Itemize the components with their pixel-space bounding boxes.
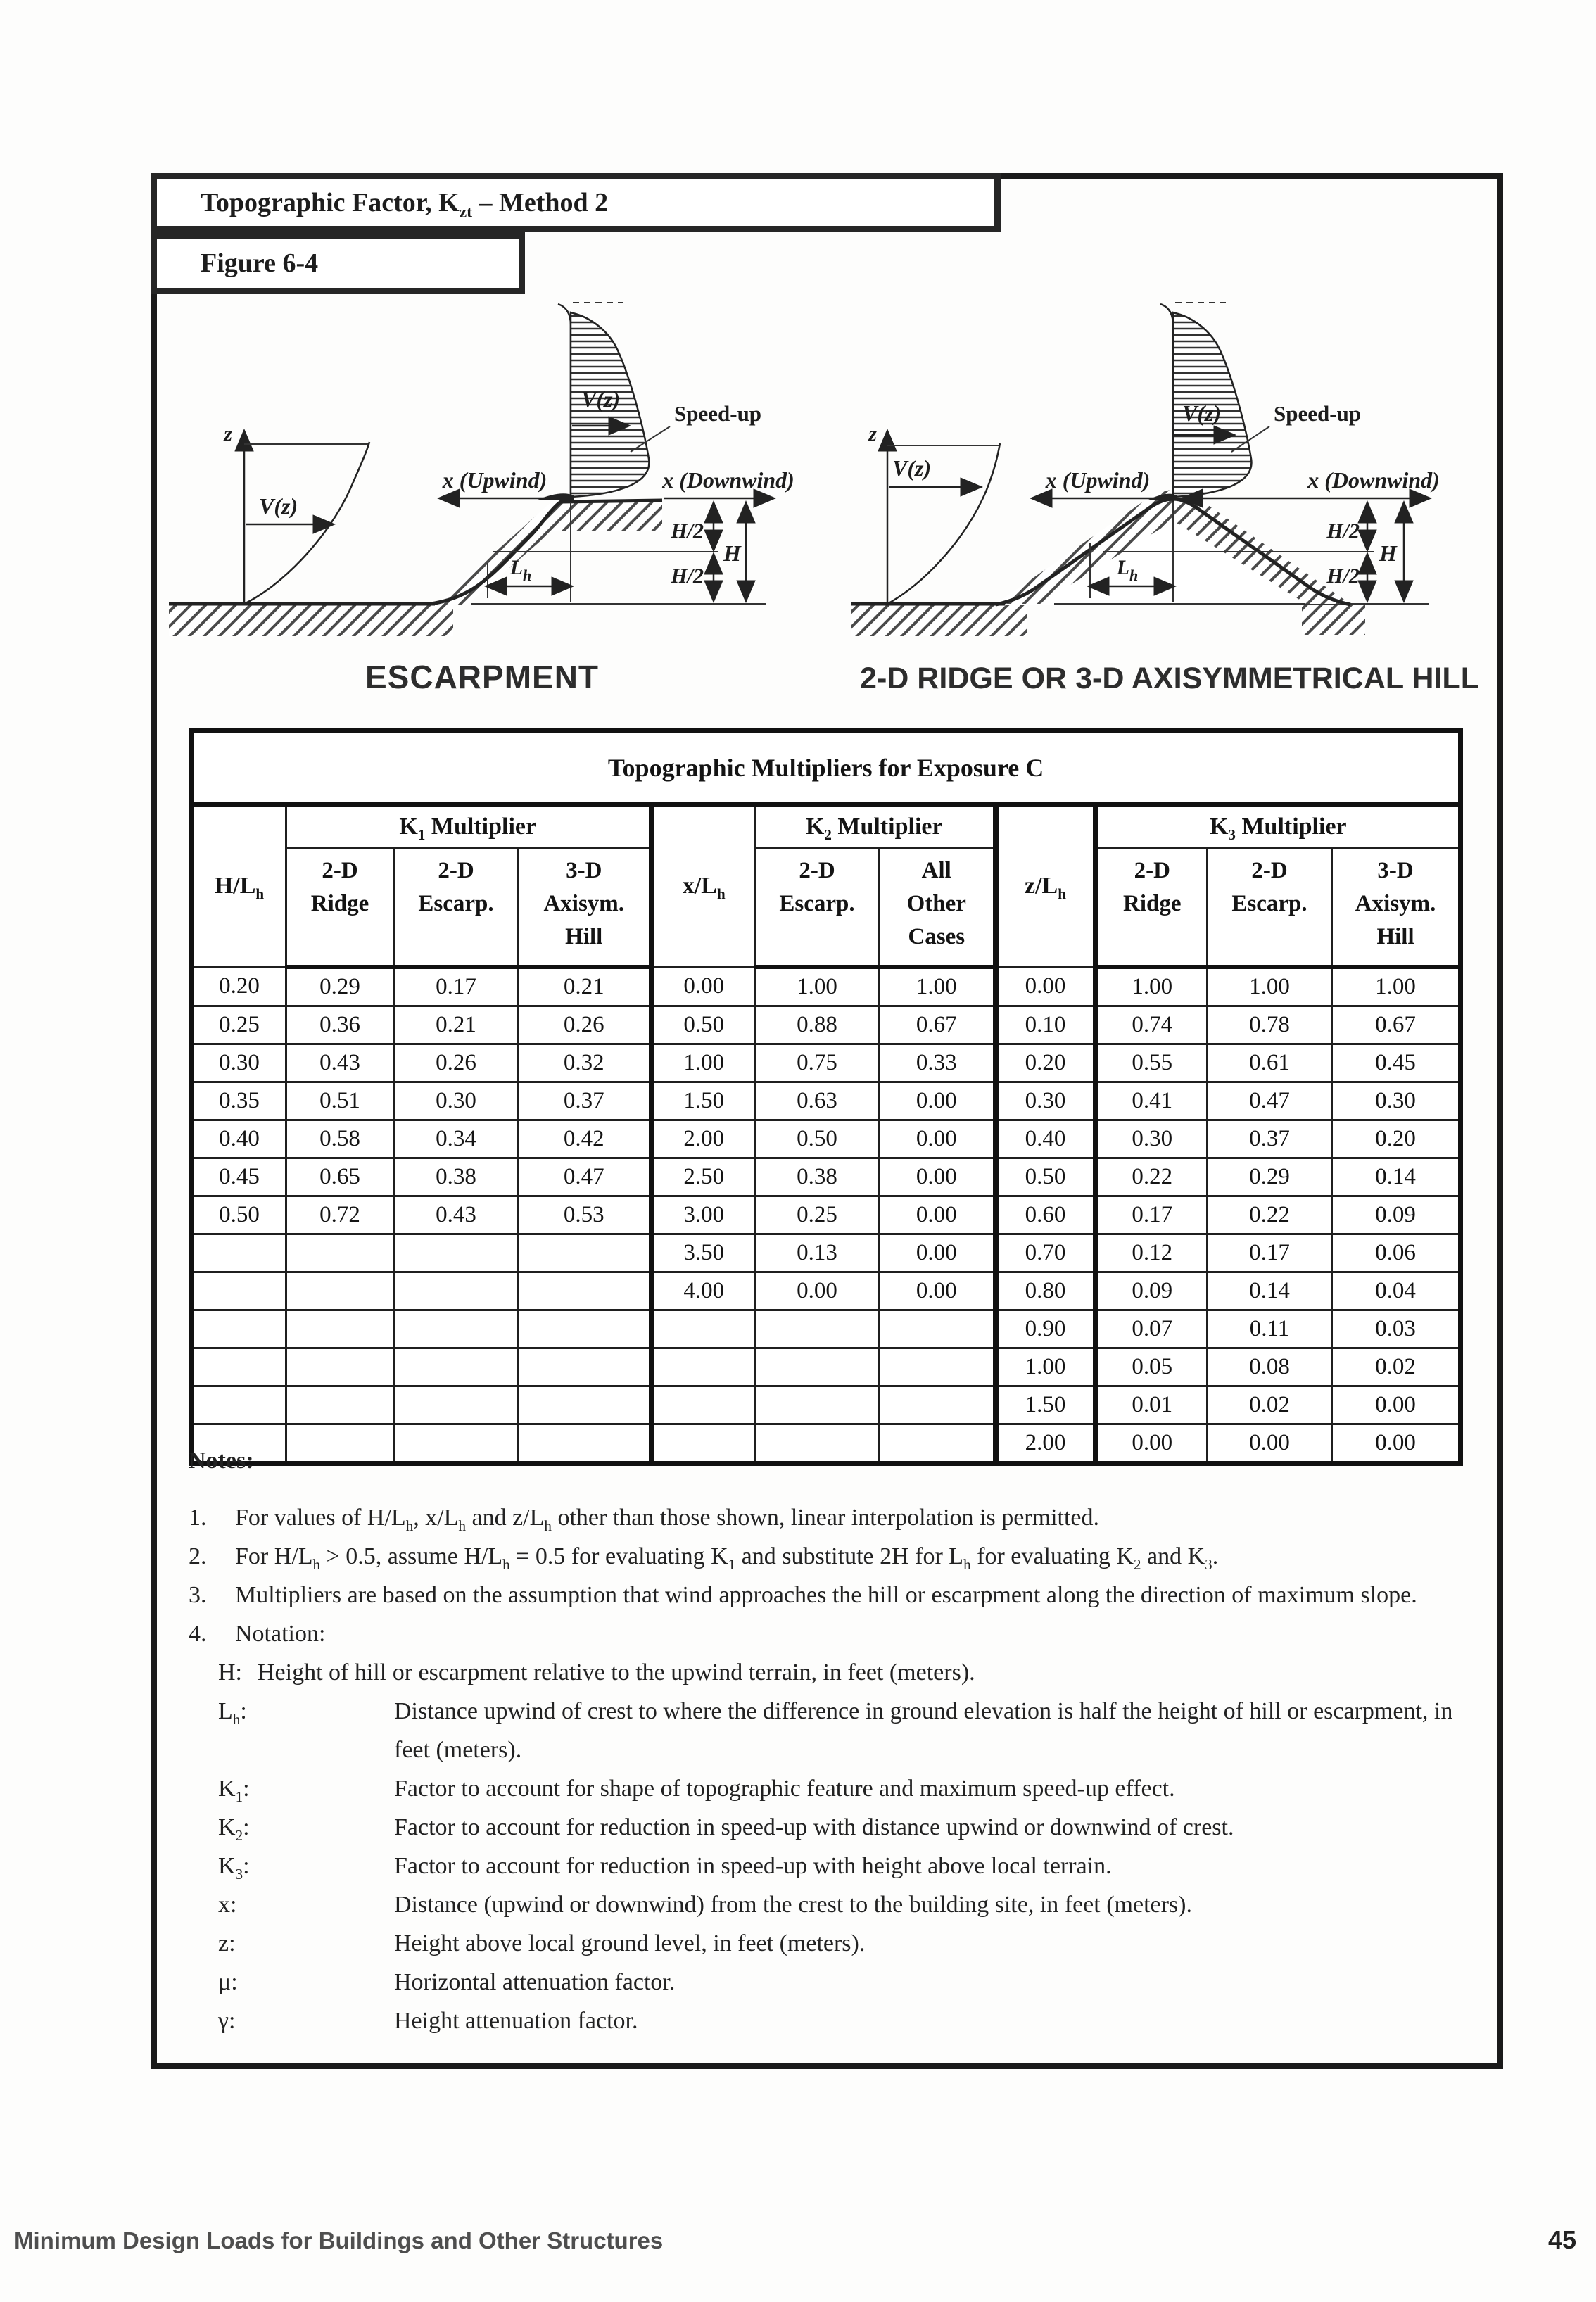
col-header-k3-ridge: 2-D Ridge — [1096, 848, 1208, 968]
page-footer — [14, 2225, 1576, 2255]
table-cell: 0.90 — [996, 1310, 1096, 1348]
table-cell: 0.40 — [191, 1120, 286, 1158]
table-cell: 0.50 — [996, 1158, 1096, 1196]
table-cell: 2.50 — [652, 1158, 755, 1196]
notation-desc: Height above local ground level, in feet (meters). — [394, 1930, 866, 1956]
note-number: 3. — [189, 1582, 207, 1608]
table-cell: 0.21 — [394, 1006, 519, 1044]
notation-desc: Height attenuation factor. — [394, 2008, 638, 2034]
table-cell: 0.17 — [1208, 1234, 1332, 1272]
table-cell: 0.40 — [996, 1120, 1096, 1158]
table-cell: 0.07 — [1096, 1310, 1208, 1348]
table-cell: 0.30 — [1096, 1120, 1208, 1158]
x-upwind-label: x (Upwind) — [1045, 467, 1151, 493]
table-cell: 1.00 — [880, 967, 996, 1006]
escarpment-diagram — [169, 282, 802, 718]
table-cell: 0.36 — [286, 1006, 394, 1044]
table-body — [191, 967, 1461, 1464]
table-cell — [880, 1348, 996, 1386]
crest-point — [536, 493, 574, 500]
table-cell: 0.00 — [880, 1196, 996, 1234]
table-cell: 0.30 — [1332, 1082, 1461, 1120]
note-item — [189, 1537, 1459, 1576]
table-cell: 0.08 — [1208, 1348, 1332, 1386]
table-cell — [519, 1386, 652, 1424]
table-cell: 0.33 — [880, 1044, 996, 1082]
table-cell: 1.00 — [652, 1044, 755, 1082]
x-downwind-label: x (Downwind) — [662, 467, 794, 493]
speedup-label: Speed-up — [674, 401, 762, 426]
table-cell — [519, 1310, 652, 1348]
table-cell: 0.34 — [394, 1120, 519, 1158]
table-cell: 0.43 — [286, 1044, 394, 1082]
table-cell — [652, 1310, 755, 1348]
table-cell: 0.17 — [1096, 1196, 1208, 1234]
table-cell: 2.00 — [996, 1424, 1096, 1464]
table-cell: 0.37 — [1208, 1120, 1332, 1158]
table-cell: 0.47 — [1208, 1082, 1332, 1120]
notation-term: x: — [218, 1892, 237, 1918]
ground-hatch-left — [851, 605, 1027, 636]
table-cell — [394, 1348, 519, 1386]
table-cell: 0.06 — [1332, 1234, 1461, 1272]
table-cell: 0.00 — [880, 1272, 996, 1310]
table-cell: 0.04 — [1332, 1272, 1461, 1310]
ground-hatch-right — [1302, 605, 1365, 635]
notation-row — [218, 1769, 1459, 1808]
table-cell — [652, 1386, 755, 1424]
col-header-k1-ridge: 2-D Ridge — [286, 848, 394, 968]
table-cell: 0.70 — [996, 1234, 1096, 1272]
notation-row — [218, 1653, 1459, 1692]
table-cell: 0.50 — [652, 1006, 755, 1044]
table-cell — [755, 1310, 880, 1348]
notation-term: γ: — [218, 2008, 236, 2034]
table-cell: 0.00 — [652, 967, 755, 1006]
z-axis-label: z — [868, 422, 877, 445]
table-cell: 0.00 — [880, 1158, 996, 1196]
table-cell: 0.45 — [1332, 1044, 1461, 1082]
table-cell — [286, 1386, 394, 1424]
table-cell — [880, 1310, 996, 1348]
table-cell: 0.50 — [755, 1120, 880, 1158]
table-cell: 0.53 — [519, 1196, 652, 1234]
wind-profile-curve — [244, 442, 369, 604]
table-cell: 0.30 — [996, 1082, 1096, 1120]
table-cell: 1.50 — [652, 1082, 755, 1120]
table-row — [191, 1272, 1461, 1310]
table-cell: 0.80 — [996, 1272, 1096, 1310]
notation-row — [218, 1963, 1459, 2001]
table-cell: 0.78 — [1208, 1006, 1332, 1044]
vz-label: V(z) — [259, 493, 298, 519]
table-cell: 0.29 — [286, 967, 394, 1006]
multipliers-table — [189, 728, 1463, 1466]
note-text: For $H/L_h > 0.5$, assume $H/L_h = 0.5$ for evaluating $K_1$ and substitute 2H for $L_h$ for evaluating $K_2$ and $K_3$. — [235, 1543, 1219, 1573]
note-item — [189, 1614, 1459, 1653]
vz-top-label: V(z) — [1182, 400, 1222, 426]
table-cell — [394, 1272, 519, 1310]
notation-desc: Horizontal attenuation factor. — [394, 1969, 676, 1995]
h2-lower-label: H/2 — [671, 564, 704, 588]
note-item — [189, 1498, 1459, 1537]
table-cell — [191, 1234, 286, 1272]
table-cell — [191, 1348, 286, 1386]
notation-row — [218, 2001, 1459, 2040]
group-header-k2: $K_2$ Multiplier — [755, 804, 996, 848]
notation-desc: Factor to account for shape of topographic feature and maximum speed-up effect. — [394, 1776, 1175, 1802]
table-cell: 0.12 — [1096, 1234, 1208, 1272]
page-number: 45 — [1547, 2225, 1576, 2254]
table-cell: 0.55 — [1096, 1044, 1208, 1082]
table-row — [191, 1044, 1461, 1082]
table-cell: 0.42 — [519, 1120, 652, 1158]
table-cell: 0.58 — [286, 1120, 394, 1158]
note-number: 4. — [189, 1621, 207, 1647]
table-cell: 0.00 — [996, 967, 1096, 1006]
ground-hatch — [169, 605, 453, 636]
table-cell: 0.30 — [394, 1082, 519, 1120]
table-cell: 0.00 — [880, 1082, 996, 1120]
vz-top-label: V(z) — [581, 386, 621, 412]
table-cell: 0.26 — [394, 1044, 519, 1082]
table-cell: 0.60 — [996, 1196, 1096, 1234]
table-row — [191, 967, 1461, 1006]
table-row — [191, 1082, 1461, 1120]
table-cell: 0.67 — [1332, 1006, 1461, 1044]
table-cell: 0.61 — [1208, 1044, 1332, 1082]
table-cell: 0.17 — [394, 967, 519, 1006]
notes-heading: Notes: — [189, 1448, 254, 1474]
table-cell: 0.00 — [880, 1120, 996, 1158]
table-cell: 0.25 — [755, 1196, 880, 1234]
table-cell: 1.50 — [996, 1386, 1096, 1424]
note-number: 1. — [189, 1505, 207, 1531]
table-cell — [191, 1272, 286, 1310]
table-cell: 0.09 — [1332, 1196, 1461, 1234]
table-row — [191, 1386, 1461, 1424]
notation-row — [218, 1847, 1459, 1885]
table-row — [191, 1006, 1461, 1044]
table-cell: 0.43 — [394, 1196, 519, 1234]
table-row — [191, 1348, 1461, 1386]
notation-row — [218, 1885, 1459, 1924]
table-cell — [286, 1348, 394, 1386]
table-cell — [519, 1234, 652, 1272]
table-cell: 0.20 — [1332, 1120, 1461, 1158]
table-cell: 0.65 — [286, 1158, 394, 1196]
speedup-label: Speed-up — [1274, 401, 1362, 426]
table-cell: 0.14 — [1332, 1158, 1461, 1196]
col-header-x-lh: $x/L_h$ — [652, 804, 755, 967]
table-cell — [755, 1386, 880, 1424]
table-cell: 0.35 — [191, 1082, 286, 1120]
table-title: Topographic Multipliers for Exposure C — [191, 731, 1461, 805]
notation-desc: Distance upwind of crest to where the difference in ground elevation is half the height of hill or escarpment, in feet (meters). — [394, 1698, 1453, 1763]
crest-axis — [558, 304, 571, 502]
table-cell: 0.14 — [1208, 1272, 1332, 1310]
table-cell: 0.38 — [394, 1158, 519, 1196]
lh-label: $L_h$ — [1116, 556, 1139, 584]
escarpment-caption: ESCARPMENT — [365, 659, 600, 695]
table-cell — [519, 1272, 652, 1310]
table-cell — [191, 1310, 286, 1348]
table-cell: 1.00 — [1208, 967, 1332, 1006]
table-cell: 0.05 — [1096, 1348, 1208, 1386]
note-text: For values of $H/L_h$, $x/L_h$ and $z/L_h$ other than those shown, linear interpolation is permitted. — [235, 1505, 1100, 1534]
plateau-hatch — [552, 502, 662, 531]
table-cell — [755, 1348, 880, 1386]
table-cell: 0.75 — [755, 1044, 880, 1082]
table-cell: 3.00 — [652, 1196, 755, 1234]
notation-row — [218, 1692, 1459, 1769]
table-cell: 0.01 — [1096, 1386, 1208, 1424]
col-header-k2-escarp: 2-D Escarp. — [755, 848, 880, 968]
figure-title-bar — [151, 173, 1001, 232]
notation-term: $K_1$: — [218, 1776, 250, 1805]
lh-label: $L_h$ — [509, 556, 532, 584]
table-cell — [652, 1348, 755, 1386]
slope-hatch — [436, 501, 552, 605]
table-cell: 0.47 — [519, 1158, 652, 1196]
table-cell: 0.02 — [1332, 1348, 1461, 1386]
table-cell — [394, 1234, 519, 1272]
figure-number: Figure 6-4 — [201, 248, 319, 278]
x-upwind-label: x (Upwind) — [442, 467, 547, 493]
table-cell — [286, 1272, 394, 1310]
vz-label: V(z) — [892, 455, 932, 481]
ridge-hill-diagram — [851, 282, 1485, 718]
notation-desc: Factor to account for reduction in speed-up with height above local terrain. — [394, 1853, 1112, 1879]
book-title: Minimum Design Loads for Buildings and Other Structures — [14, 2227, 664, 2253]
table-cell: 0.13 — [755, 1234, 880, 1272]
table-cell: 0.22 — [1096, 1158, 1208, 1196]
crest-axis — [1160, 304, 1173, 502]
table-cell: 3.50 — [652, 1234, 755, 1272]
notation-term: $L_h$: — [218, 1698, 247, 1728]
note-text: Notation: — [235, 1621, 326, 1647]
table-cell: 0.72 — [286, 1196, 394, 1234]
table-cell: 0.50 — [191, 1196, 286, 1234]
col-header-k3-escarp: 2-D Escarp. — [1208, 848, 1332, 968]
table-cell: 0.38 — [755, 1158, 880, 1196]
table-cell: 1.00 — [1332, 967, 1461, 1006]
table-cell: 0.67 — [880, 1006, 996, 1044]
notation-term: H: — [218, 1659, 242, 1686]
table-cell: 0.32 — [519, 1044, 652, 1082]
table-cell — [286, 1234, 394, 1272]
notation-desc: Height of hill or escarpment relative to the upwind terrain, in feet (meters). — [258, 1659, 975, 1686]
notation-list — [218, 1653, 1459, 2040]
table-cell: 0.00 — [1332, 1386, 1461, 1424]
table-cell: 0.25 — [191, 1006, 286, 1044]
h-label: H — [723, 540, 741, 566]
table-cell — [191, 1386, 286, 1424]
table-cell: 4.00 — [652, 1272, 755, 1310]
table-cell — [880, 1386, 996, 1424]
col-header-k2-other: All Other Cases — [880, 848, 996, 968]
table-cell: 0.37 — [519, 1082, 652, 1120]
table-row — [191, 1196, 1461, 1234]
notation-term: $K_3$: — [218, 1853, 250, 1883]
table-cell: 2.00 — [652, 1120, 755, 1158]
table-cell: 0.74 — [1096, 1006, 1208, 1044]
notes-list — [189, 1498, 1459, 1653]
table-cell: 0.88 — [755, 1006, 880, 1044]
table-cell: 0.00 — [1208, 1424, 1332, 1464]
table-cell: 0.51 — [286, 1082, 394, 1120]
table-cell: 0.10 — [996, 1006, 1096, 1044]
h2-upper-label: H/2 — [671, 519, 704, 543]
table-row — [191, 1310, 1461, 1348]
notation-desc: Factor to account for reduction in speed-up with distance upwind or downwind of crest. — [394, 1814, 1234, 1840]
h-label: H — [1379, 540, 1397, 566]
table-cell: 0.03 — [1332, 1310, 1461, 1348]
table-cell: 0.02 — [1208, 1386, 1332, 1424]
table-cell: 0.22 — [1208, 1196, 1332, 1234]
table-cell: 0.00 — [1332, 1424, 1461, 1464]
notation-term: z: — [218, 1930, 236, 1956]
table-cell: 0.45 — [191, 1158, 286, 1196]
note-number: 2. — [189, 1543, 207, 1569]
col-header-k1-escarp: 2-D Escarp. — [394, 848, 519, 968]
table-cell: 0.26 — [519, 1006, 652, 1044]
group-header-k3: $K_3$ Multiplier — [1096, 804, 1461, 848]
table-row — [191, 1158, 1461, 1196]
x-downwind-label: x (Downwind) — [1307, 467, 1440, 493]
table-cell: 0.29 — [1208, 1158, 1332, 1196]
figure-title: Topographic Factor, $K_{zt}$ – Method 2 — [201, 188, 609, 222]
table-cell — [286, 1310, 394, 1348]
col-header-k3-hill: 3-D Axisym. Hill — [1332, 848, 1461, 968]
group-header-k1: $K_1$ Multiplier — [286, 804, 652, 848]
table-cell — [394, 1310, 519, 1348]
table-cell: 0.63 — [755, 1082, 880, 1120]
table-cell: 0.11 — [1208, 1310, 1332, 1348]
table-cell: 1.00 — [755, 967, 880, 1006]
notation-term: $K_2$: — [218, 1814, 250, 1844]
table-cell — [394, 1386, 519, 1424]
table-cell: 0.00 — [755, 1272, 880, 1310]
notation-row — [218, 1924, 1459, 1963]
h2-lower-label: H/2 — [1326, 564, 1360, 588]
table-cell: 0.41 — [1096, 1082, 1208, 1120]
table-cell: 0.00 — [880, 1234, 996, 1272]
note-text: Multipliers are based on the assumption that wind approaches the hill or escarpment along the direction of maximum slope. — [235, 1582, 1417, 1608]
table-row — [191, 1120, 1461, 1158]
table-cell: 0.09 — [1096, 1272, 1208, 1310]
table-cell: 1.00 — [996, 1348, 1096, 1386]
table-cell: 0.00 — [1096, 1424, 1208, 1464]
col-header-h-lh: $H/L_h$ — [191, 804, 286, 967]
note-item — [189, 1576, 1459, 1614]
table-cell: 0.21 — [519, 967, 652, 1006]
multipliers-table-container — [189, 728, 1458, 1466]
table-cell: 0.20 — [996, 1044, 1096, 1082]
notation-desc: Distance (upwind or downwind) from the crest to the building site, in feet (meters). — [394, 1892, 1192, 1918]
notes-section — [189, 1441, 1459, 2040]
table-cell — [519, 1348, 652, 1386]
z-axis-label: z — [224, 422, 232, 445]
h2-upper-label: H/2 — [1326, 519, 1360, 543]
table-cell: 0.20 — [191, 967, 286, 1006]
ridge-hill-caption: 2-D RIDGE OR 3-D AXISYMMETRICAL HILL — [860, 662, 1479, 695]
col-header-z-lh: $z/L_h$ — [996, 804, 1096, 967]
table-row — [191, 1234, 1461, 1272]
notation-row — [218, 1808, 1459, 1847]
notation-term: μ: — [218, 1969, 238, 1995]
col-header-k1-hill: 3-D Axisym. Hill — [519, 848, 652, 968]
table-cell: 1.00 — [1096, 967, 1208, 1006]
table-cell: 0.30 — [191, 1044, 286, 1082]
